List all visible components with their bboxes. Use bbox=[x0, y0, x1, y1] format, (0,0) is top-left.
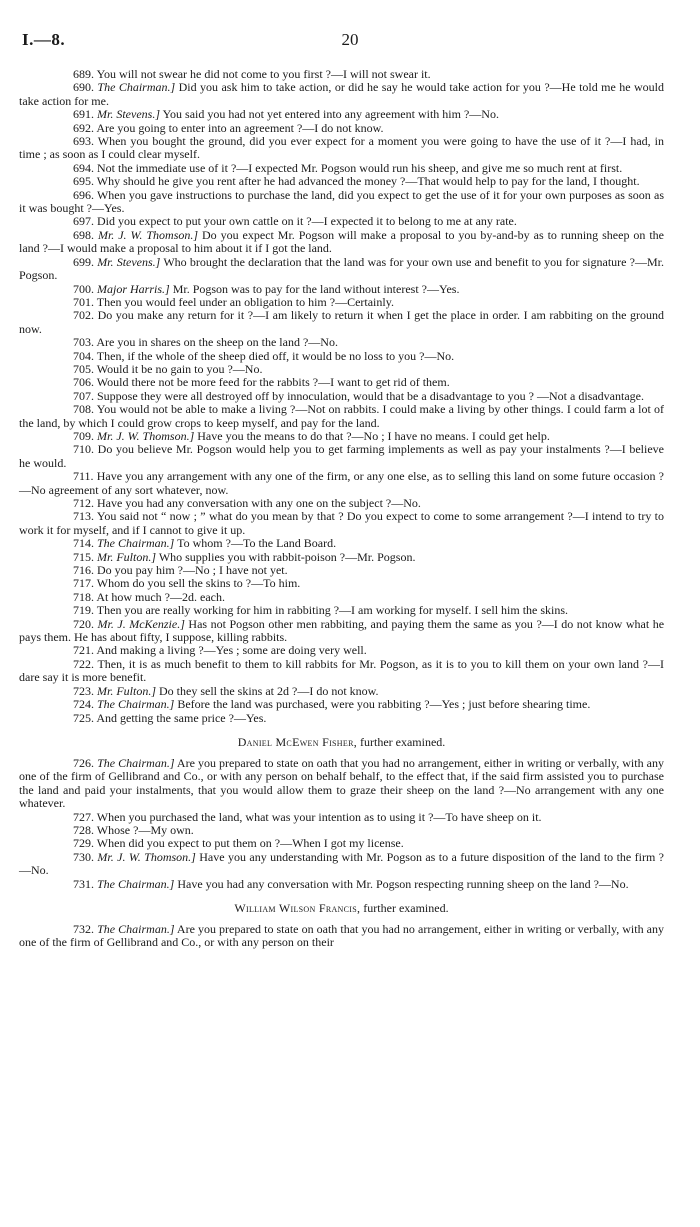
question-text: Would there not be more feed for the rabbits ?—I want to get rid of them. bbox=[96, 375, 450, 390]
question-text: Do you believe Mr. Pogson would help you to get farming implements as well as pay your instalments ?—I believe he would. bbox=[19, 442, 664, 470]
question-entry bbox=[19, 923, 664, 950]
speaker-name: Mr. Fulton.] bbox=[97, 683, 157, 698]
question-entry bbox=[19, 497, 664, 510]
question-text: Has not Pogson other men rabbiting, and paying them the same as you ?—I do not know what he pays them. He has about fifty, I suppose, killing rabbits. bbox=[19, 616, 665, 645]
page-header bbox=[22, 30, 678, 54]
question-text: Do you make any return for it ?—I am likely to return it when I get the place in order. I am rabbiting on the ground now. bbox=[19, 308, 664, 336]
question-text: Who brought the declaration that the land was for your own use and benefit to you for signature ?—Mr. Pogson. bbox=[19, 254, 665, 283]
question-entry bbox=[19, 837, 664, 850]
question-entry bbox=[19, 824, 664, 837]
question-number: 716. bbox=[73, 563, 94, 578]
question-text: Then, if the whole of the sheep died off, it would be no loss to you ?—No. bbox=[96, 348, 455, 363]
question-text: And getting the same price ?—Yes. bbox=[96, 710, 267, 725]
speaker-name: Mr. J. W. Thomson.] bbox=[97, 227, 199, 242]
question-text: Do you expect Mr. Pogson will make a proposal to you by-and-by as to running sheep on the land ?—I would make a proposal to him about it if I got the land. bbox=[19, 227, 664, 256]
question-number: 694. bbox=[73, 160, 94, 175]
question-text: Suppose they were all destroyed off by innoculation, would that be a disadvantage to you ? —Not a disadvantage. bbox=[97, 388, 644, 403]
question-text: Did you ask him to take action, or did he say he would take action for you ?—He told me he would take action for me. bbox=[19, 80, 664, 108]
question-number: 704. bbox=[73, 348, 94, 363]
question-number: 693. bbox=[73, 134, 94, 149]
question-text: You will not swear he did not come to you first ?—I will not swear it. bbox=[96, 67, 431, 81]
question-number: 701. bbox=[73, 294, 94, 309]
question-number: 732. bbox=[73, 921, 94, 936]
question-number: 706. bbox=[73, 375, 94, 390]
question-number: 717. bbox=[73, 576, 94, 591]
question-text: Then you would feel under an obligation to him ?—Certainly. bbox=[96, 294, 394, 309]
witness-name: William Wilson Francis, bbox=[234, 900, 361, 915]
question-entry bbox=[19, 510, 664, 537]
question-entry bbox=[19, 283, 664, 296]
question-text: Then you are really working for him in rabbiting ?—I am working for myself. I sell him the skins. bbox=[96, 603, 569, 618]
question-entry bbox=[19, 537, 664, 550]
witness-heading-fisher bbox=[19, 735, 664, 749]
question-entry bbox=[19, 189, 664, 216]
question-entry bbox=[19, 698, 664, 711]
question-number: 697. bbox=[73, 214, 94, 229]
question-text: You said you had not yet entered into any agreement with him ?—No. bbox=[162, 107, 499, 122]
question-number: 711. bbox=[73, 469, 94, 484]
question-entry bbox=[19, 68, 664, 81]
question-number: 710. bbox=[73, 442, 94, 457]
speaker-name: The Chairman.] bbox=[97, 876, 175, 891]
question-entry bbox=[19, 712, 664, 725]
question-number: 705. bbox=[73, 361, 94, 376]
question-entry bbox=[19, 851, 664, 878]
question-text: Have you the means to do that ?—No ; I have no means. I could get help. bbox=[197, 428, 550, 443]
question-entry bbox=[19, 551, 664, 564]
question-number: 703. bbox=[73, 335, 94, 350]
question-text: To whom ?—To the Land Board. bbox=[177, 536, 337, 551]
speaker-name: The Chairman.] bbox=[97, 80, 176, 95]
question-number: 714. bbox=[73, 536, 94, 551]
question-entry bbox=[19, 135, 664, 162]
question-entry bbox=[19, 564, 664, 577]
question-number: 691. bbox=[73, 107, 94, 122]
question-number: 721. bbox=[73, 643, 94, 658]
question-text: Are you prepared to state on oath that you had no arrangement, either in writing or verbally, with any one of the firm of Gellibrand and Co., or with any person on their bbox=[19, 921, 664, 950]
question-text: Have you any understanding with Mr. Pogson as to a future disposition of the land to the firm ?—No. bbox=[19, 849, 665, 878]
question-text: Then, it is as much benefit to them to kill rabbits for Mr. Pogson, as it is to you to kill them on your own land ?—I dare say it is more benefit. bbox=[19, 656, 664, 685]
question-entry bbox=[19, 81, 664, 108]
question-number: 719. bbox=[73, 603, 94, 618]
question-number: 718. bbox=[73, 589, 94, 604]
question-entry bbox=[19, 443, 664, 470]
question-entry bbox=[19, 430, 664, 443]
testimony-block-b bbox=[19, 757, 664, 891]
question-number: 730. bbox=[73, 849, 94, 864]
question-number: 709. bbox=[73, 428, 94, 443]
question-entry bbox=[19, 215, 664, 228]
question-number: 690. bbox=[73, 80, 94, 95]
question-text: Did you expect to put your own cattle on it ?—I expected it to belong to me at any rate. bbox=[97, 214, 517, 229]
question-number: 692. bbox=[73, 120, 94, 135]
question-entry bbox=[19, 376, 664, 389]
question-number: 731. bbox=[73, 876, 94, 891]
question-entry bbox=[19, 644, 664, 657]
speaker-name: The Chairman.] bbox=[97, 536, 175, 551]
question-number: 689. bbox=[73, 67, 94, 81]
question-entry bbox=[19, 685, 664, 698]
question-text: You said not “ now ; ” what do you mean by that ? Do you expect to come to some arrangement ?—I intend to try to work it for myself, and if I cannot to give it up. bbox=[19, 509, 665, 537]
question-number: 728. bbox=[73, 822, 94, 837]
question-entry bbox=[19, 296, 664, 309]
question-entry bbox=[19, 229, 664, 256]
question-text: At how much ?—2d. each. bbox=[96, 589, 225, 604]
question-text: Why should he give you rent after he had advanced the money ?—That would help to pay for the land, I thought. bbox=[96, 174, 640, 189]
question-text: Not the immediate use of it ?—I expected Mr. Pogson would run his sheep, and give me so much rent at first. bbox=[97, 160, 623, 175]
witness-status: further examined. bbox=[363, 900, 449, 915]
question-entry bbox=[19, 108, 664, 121]
question-entry bbox=[19, 604, 664, 617]
question-text: When you bought the ground, did you ever expect for a moment you were going to have the use of it ?—I had, in time ; as soon as I could clear myself. bbox=[19, 134, 664, 162]
question-entry bbox=[19, 591, 664, 604]
question-entry bbox=[19, 757, 664, 811]
question-entry bbox=[19, 122, 664, 135]
question-number: 727. bbox=[73, 809, 94, 824]
question-number: 708. bbox=[73, 402, 94, 417]
question-number: 715. bbox=[73, 549, 94, 564]
question-number: 724. bbox=[73, 697, 94, 712]
speaker-name: The Chairman.] bbox=[97, 921, 175, 936]
question-number: 699. bbox=[73, 254, 94, 269]
question-number: 722. bbox=[73, 656, 94, 671]
question-entry bbox=[19, 403, 664, 430]
question-text: Who supplies you with rabbit-poison ?—Mr. Pogson. bbox=[158, 549, 416, 564]
question-number: 726. bbox=[73, 755, 94, 770]
question-entry bbox=[19, 811, 664, 824]
testimony-block-a bbox=[19, 68, 664, 725]
question-entry bbox=[19, 162, 664, 175]
question-text: When you gave instructions to purchase the land, did you expect to get the use of it for your own purposes as soon as it was bought ?—Yes. bbox=[19, 187, 664, 216]
question-text: And making a living ?—Yes ; some are doing very well. bbox=[96, 643, 367, 658]
question-text: Have you had any conversation with any one on the subject ?—No. bbox=[97, 496, 421, 510]
question-entry bbox=[19, 878, 664, 891]
question-text: Do you pay him ?—No ; I have not yet. bbox=[97, 563, 288, 578]
speaker-name: Mr. J. McKenzie.] bbox=[97, 616, 185, 631]
question-entry bbox=[19, 618, 664, 645]
question-text: When did you expect to put them on ?—When I got my license. bbox=[96, 836, 404, 851]
speaker-name: Mr. Stevens.] bbox=[97, 107, 160, 122]
question-text: Have you had any conversation with Mr. Pogson respecting running sheep on the land ?—No. bbox=[177, 876, 629, 891]
question-number: 725. bbox=[73, 710, 94, 725]
speaker-name: Major Harris.] bbox=[97, 281, 170, 296]
speaker-name: Mr. J. W. Thomson.] bbox=[97, 849, 196, 864]
question-text: Are you prepared to state on oath that you had no arrangement, either in writing or verbally, with any one of the firm of Gellibrand and Co., or with any person on behalf behalf, to the effect that, if the said firm assisted you to purchase the land and paid your instalments, that you would allow them to graze their sheep on the land ?—No arrangement with any one whatever. bbox=[19, 755, 664, 811]
question-text: You would not be able to make a living ?—Not on rabbits. I could make a living by other things. I could farm a lot of the land, by which I could grow crops to keep myself, and pay for the land. bbox=[19, 402, 664, 430]
question-text: Would it be no gain to you ?—No. bbox=[96, 361, 263, 376]
question-text: When you purchased the land, what was your intention as to using it ?—To have sheep on it. bbox=[96, 809, 542, 824]
question-number: 712. bbox=[73, 496, 94, 510]
question-entry bbox=[19, 309, 664, 336]
question-entry bbox=[19, 577, 664, 590]
question-number: 713. bbox=[73, 509, 94, 524]
witness-status: further examined. bbox=[360, 734, 446, 749]
speaker-name: Mr. J. W. Thomson.] bbox=[97, 428, 195, 443]
question-text: Whose ?—My own. bbox=[96, 822, 194, 837]
question-number: 695. bbox=[73, 174, 94, 189]
testimony-block-c bbox=[19, 923, 664, 950]
speaker-name: The Chairman.] bbox=[97, 755, 175, 770]
question-number: 729. bbox=[73, 836, 94, 851]
question-entry bbox=[19, 390, 664, 403]
witness-heading-francis bbox=[19, 901, 664, 915]
question-number: 707. bbox=[73, 388, 94, 403]
speaker-name: Mr. Stevens.] bbox=[97, 254, 161, 269]
question-number: 720. bbox=[73, 616, 94, 631]
question-entry bbox=[19, 350, 664, 363]
testimony-body bbox=[19, 68, 664, 950]
speaker-name: The Chairman.] bbox=[97, 697, 175, 712]
question-text: Before the land was purchased, were you rabbiting ?—Yes ; just before shearing time. bbox=[177, 697, 591, 712]
document-reference: I.—8. bbox=[22, 30, 66, 49]
question-entry bbox=[19, 336, 664, 349]
speaker-name: Mr. Fulton.] bbox=[97, 549, 157, 564]
question-text: Do they sell the skins at 2d ?—I do not know. bbox=[159, 683, 379, 698]
question-text: Have you any arrangement with any one of the firm, or any one else, as to selling this land on some future occasion ?—No agreement of any sort whatever, now. bbox=[19, 469, 665, 497]
question-entry bbox=[19, 658, 664, 685]
question-entry bbox=[19, 256, 664, 283]
witness-name: Daniel McEwen Fisher, bbox=[237, 734, 357, 749]
question-text: Are you in shares on the sheep on the land ?—No. bbox=[96, 335, 338, 350]
question-text: Are you going to enter into an agreement ?—I do not know. bbox=[96, 120, 384, 135]
question-entry bbox=[19, 470, 664, 497]
question-entry bbox=[19, 363, 664, 376]
question-number: 723. bbox=[73, 683, 94, 698]
question-entry bbox=[19, 175, 664, 188]
page-number: 20 bbox=[341, 30, 359, 49]
question-text: Whom do you sell the skins to ?—To him. bbox=[96, 576, 301, 591]
question-number: 700. bbox=[73, 281, 94, 296]
question-text: Mr. Pogson was to pay for the land without interest ?—Yes. bbox=[172, 281, 460, 296]
question-number: 698. bbox=[73, 227, 94, 242]
question-number: 702. bbox=[73, 308, 94, 323]
question-number: 696. bbox=[73, 187, 94, 202]
